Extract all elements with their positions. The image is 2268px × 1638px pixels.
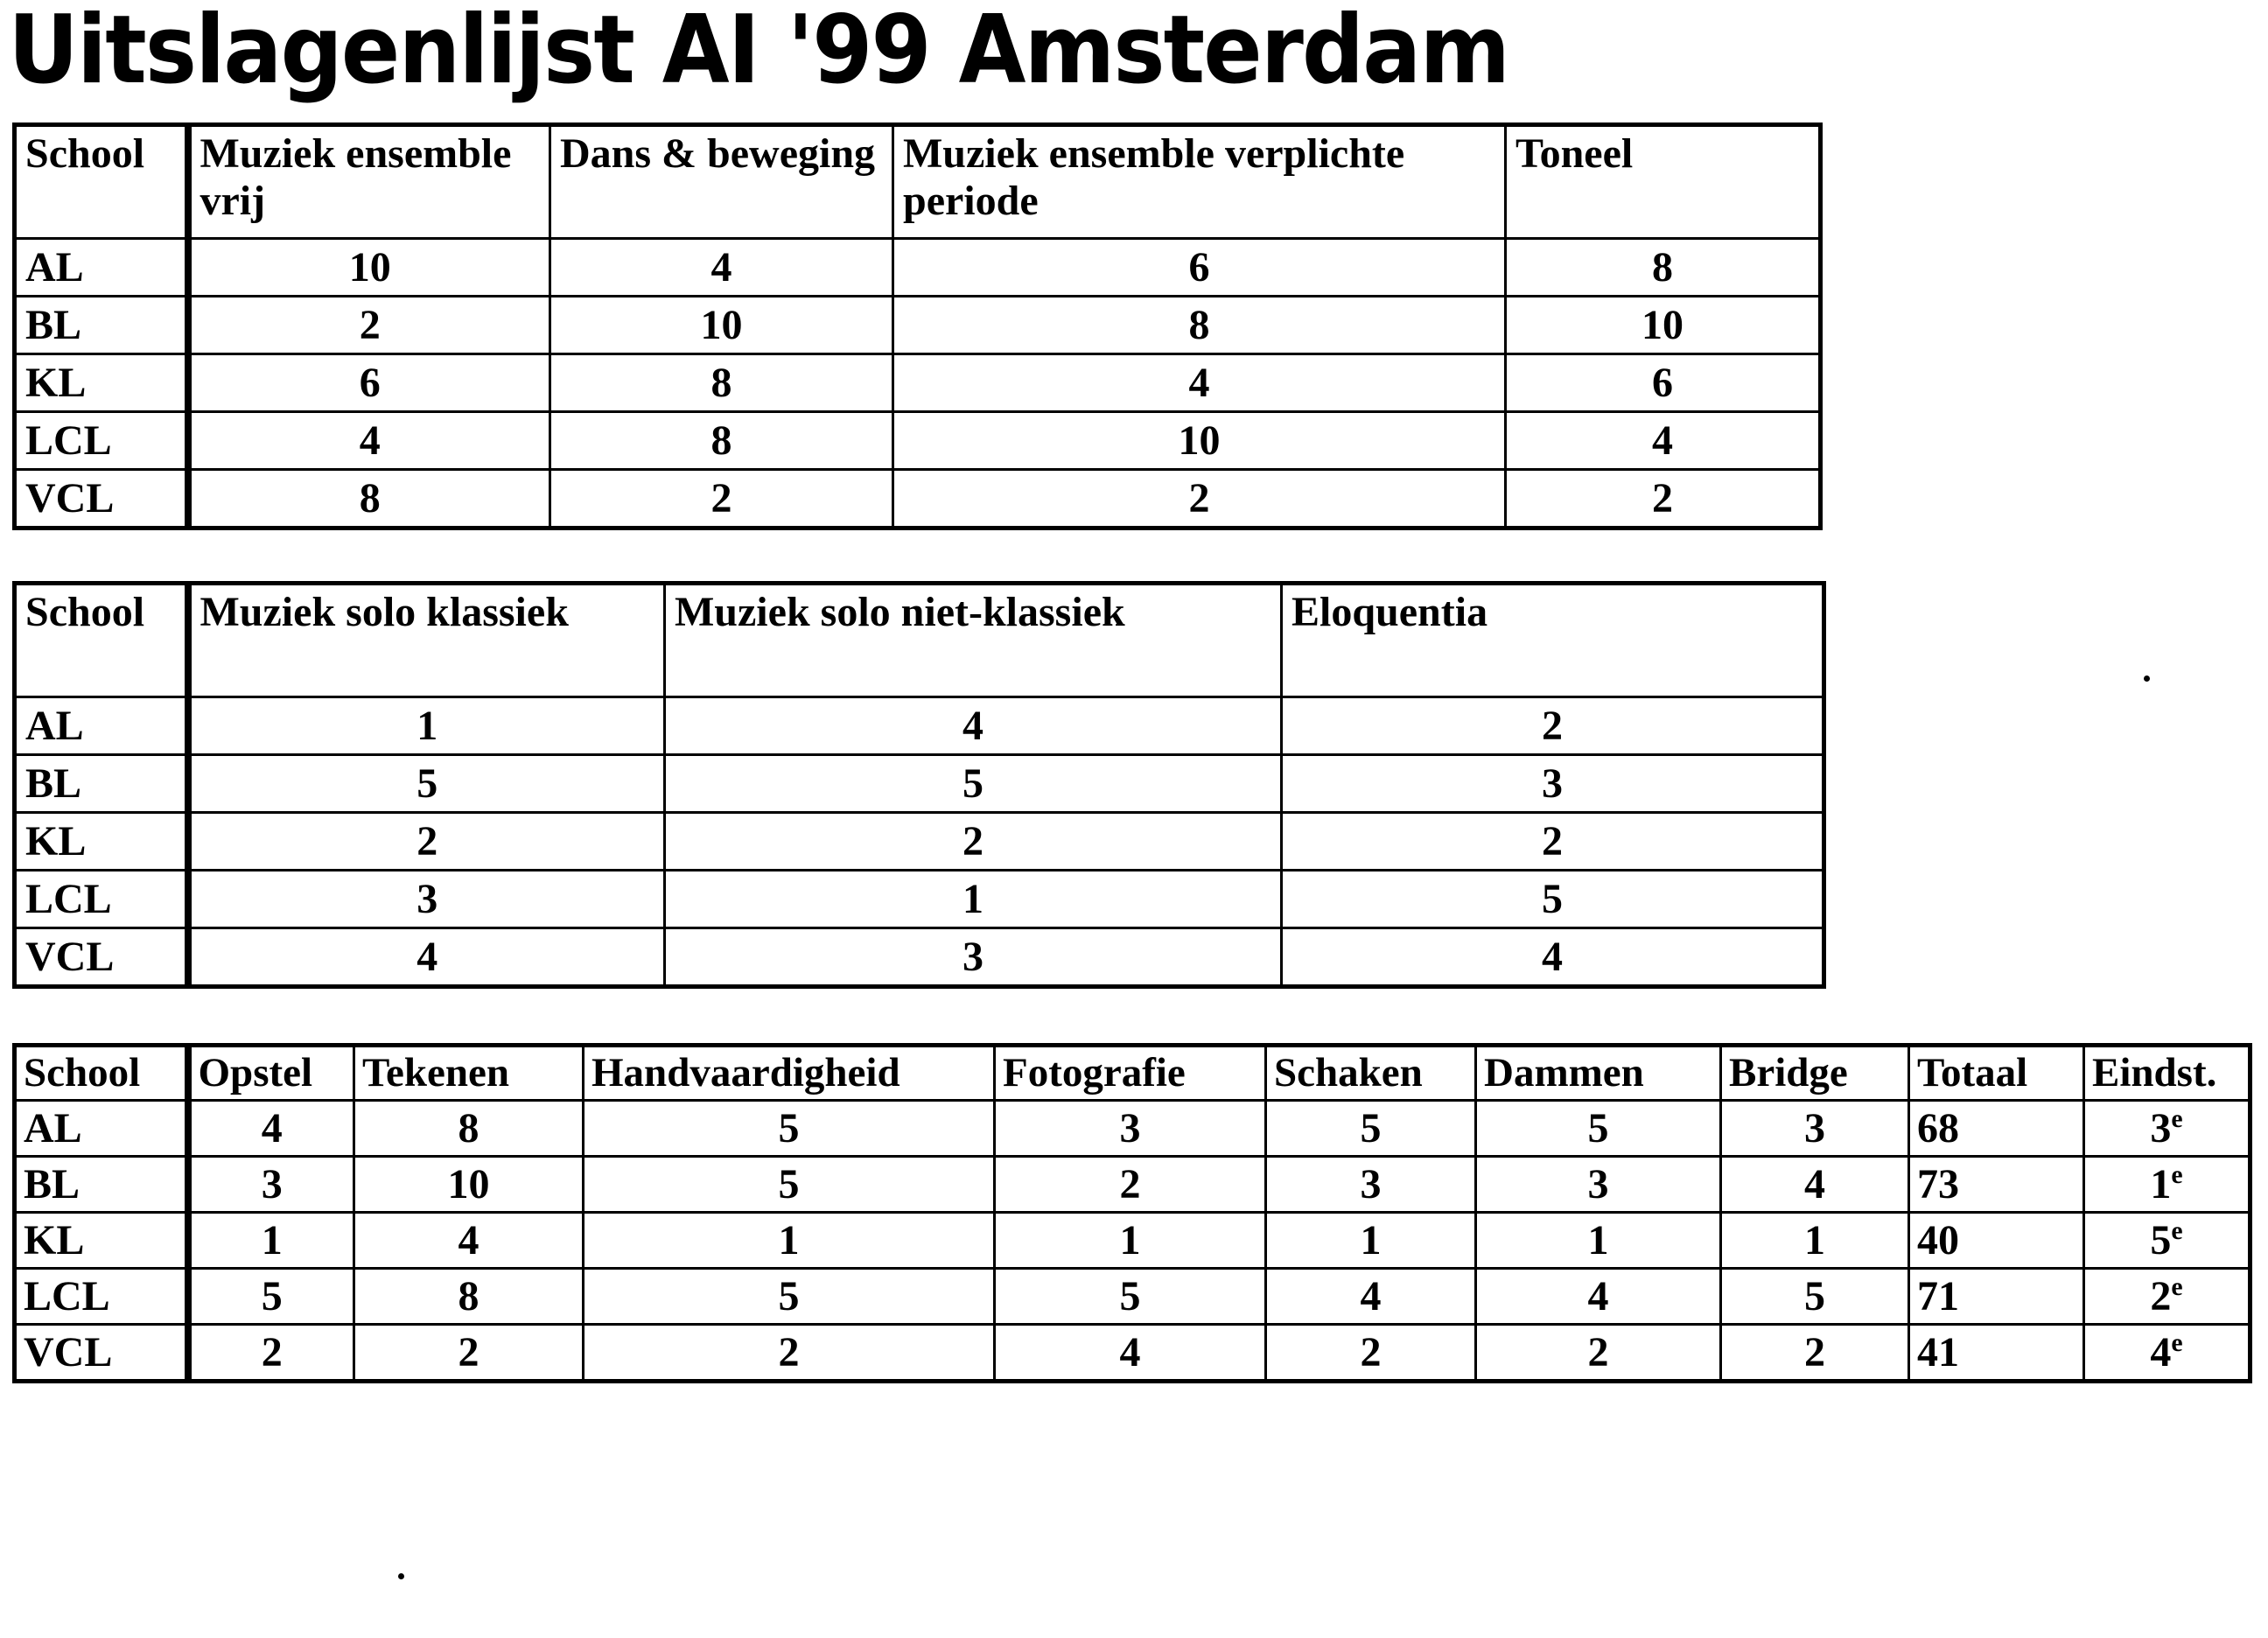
cell-value: 5 — [188, 755, 665, 813]
table-row — [15, 755, 1824, 813]
table-header-row — [15, 125, 1821, 239]
scan-artifact-dot — [2144, 676, 2150, 682]
row-school-KL: KL — [15, 1212, 188, 1268]
table-row — [15, 239, 1821, 297]
row-school-AL: AL — [15, 239, 188, 297]
cell-value: 3 — [188, 871, 665, 928]
cell-value: 1 — [1266, 1212, 1476, 1268]
cell-value: 1 — [1476, 1212, 1721, 1268]
table-row — [15, 697, 1824, 755]
cell-value: 8 — [354, 1100, 584, 1156]
cell-rank — [2084, 1100, 2250, 1156]
cell-value: 3 — [1721, 1100, 1909, 1156]
cell-value: 4 — [1476, 1268, 1721, 1324]
cell-value: 2 — [1282, 813, 1824, 871]
page-title: Uitslagenlijst AI '99 Amsterdam — [8, 0, 1509, 105]
column-header-opstel: Opstel — [188, 1046, 354, 1101]
rank-suffix: e — [2171, 1159, 2183, 1189]
table-row — [15, 412, 1821, 470]
cell-value: 5 — [665, 755, 1282, 813]
cell-value: 5 — [995, 1268, 1266, 1324]
cell-value: 8 — [893, 297, 1506, 354]
cell-total: 73 — [1909, 1156, 2084, 1212]
cell-value: 5 — [584, 1156, 995, 1212]
cell-total: 40 — [1909, 1212, 2084, 1268]
row-school-AL: AL — [15, 1100, 188, 1156]
column-header-totaal: Totaal — [1909, 1046, 2084, 1101]
table-row — [15, 1100, 2250, 1156]
rank-value: 3 — [2150, 1104, 2172, 1152]
table-row — [15, 297, 1821, 354]
cell-value: 4 — [354, 1212, 584, 1268]
cell-total: 41 — [1909, 1324, 2084, 1381]
cell-value: 5 — [1282, 871, 1824, 928]
column-header-dans-beweging: Dans & beweging — [550, 125, 893, 239]
cell-value: 10 — [188, 239, 550, 297]
cell-value: 2 — [665, 813, 1282, 871]
cell-rank — [2084, 1324, 2250, 1381]
row-school-KL: KL — [15, 354, 188, 412]
cell-value: 4 — [1506, 412, 1821, 470]
column-header-bridge: Bridge — [1721, 1046, 1909, 1101]
results-table-overall — [12, 1043, 2252, 1383]
table-header-row — [15, 1046, 2250, 1101]
rank-suffix: e — [2171, 1103, 2183, 1133]
cell-value: 4 — [1721, 1156, 1909, 1212]
cell-value: 6 — [188, 354, 550, 412]
column-header-muziek-ensemble-vrij: Muziek ensemble vrij — [188, 125, 550, 239]
table-row — [15, 354, 1821, 412]
cell-value: 2 — [1476, 1324, 1721, 1381]
rank-value: 2 — [2150, 1272, 2172, 1320]
rank-value: 4 — [2150, 1328, 2172, 1376]
column-header-muziek-solo-klassiek: Muziek solo klassiek — [188, 584, 665, 697]
table-row — [15, 871, 1824, 928]
rank-suffix: e — [2171, 1327, 2183, 1357]
cell-value: 5 — [584, 1100, 995, 1156]
cell-value: 2 — [188, 813, 665, 871]
cell-value: 2 — [584, 1324, 995, 1381]
cell-total: 68 — [1909, 1100, 2084, 1156]
row-school-VCL: VCL — [15, 1324, 188, 1381]
cell-value: 4 — [893, 354, 1506, 412]
cell-value: 2 — [1506, 470, 1821, 528]
cell-value: 3 — [1476, 1156, 1721, 1212]
row-school-VCL: VCL — [15, 928, 188, 987]
cell-value: 6 — [1506, 354, 1821, 412]
results-table-ensemble — [12, 122, 1823, 530]
cell-value: 5 — [584, 1268, 995, 1324]
cell-value: 4 — [188, 928, 665, 987]
cell-value: 4 — [1282, 928, 1824, 987]
cell-value: 4 — [188, 412, 550, 470]
table-row — [15, 928, 1824, 987]
cell-value: 4 — [188, 1100, 354, 1156]
cell-value: 8 — [550, 354, 893, 412]
column-header-fotografie: Fotografie — [995, 1046, 1266, 1101]
column-header-handvaardigheid: Handvaardigheid — [584, 1046, 995, 1101]
cell-value: 5 — [1721, 1268, 1909, 1324]
column-header-toneel: Toneel — [1506, 125, 1821, 239]
cell-value: 1 — [995, 1212, 1266, 1268]
cell-value: 2 — [1282, 697, 1824, 755]
cell-value: 3 — [1282, 755, 1824, 813]
cell-value: 10 — [1506, 297, 1821, 354]
scan-artifact-dot — [398, 1573, 404, 1579]
cell-value: 2 — [893, 470, 1506, 528]
cell-rank — [2084, 1156, 2250, 1212]
cell-value: 2 — [550, 470, 893, 528]
column-header-school: School — [15, 1046, 188, 1101]
table-row — [15, 470, 1821, 528]
cell-value: 5 — [188, 1268, 354, 1324]
cell-value: 4 — [550, 239, 893, 297]
column-header-eindstand: Eindst. — [2084, 1046, 2250, 1101]
cell-value: 3 — [1266, 1156, 1476, 1212]
cell-value: 1 — [584, 1212, 995, 1268]
cell-value: 3 — [188, 1156, 354, 1212]
row-school-BL: BL — [15, 297, 188, 354]
cell-value: 5 — [1476, 1100, 1721, 1156]
row-school-VCL: VCL — [15, 470, 188, 528]
cell-value: 3 — [665, 928, 1282, 987]
rank-value: 1 — [2150, 1160, 2172, 1208]
table-1-wrapper — [0, 122, 2268, 530]
row-school-BL: BL — [15, 1156, 188, 1212]
column-header-school: School — [15, 125, 188, 239]
cell-value: 2 — [188, 1324, 354, 1381]
results-table-solo — [12, 581, 1826, 989]
table-row — [15, 813, 1824, 871]
cell-rank — [2084, 1268, 2250, 1324]
cell-value: 8 — [550, 412, 893, 470]
cell-value: 3 — [995, 1100, 1266, 1156]
rank-suffix: e — [2171, 1271, 2183, 1301]
cell-value: 2 — [995, 1156, 1266, 1212]
table-3-wrapper — [0, 1043, 2268, 1383]
cell-value: 6 — [893, 239, 1506, 297]
cell-value: 10 — [550, 297, 893, 354]
row-school-BL: BL — [15, 755, 188, 813]
cell-value: 2 — [354, 1324, 584, 1381]
table-row — [15, 1156, 2250, 1212]
table-header-row — [15, 584, 1824, 697]
cell-value: 1 — [188, 1212, 354, 1268]
row-school-KL: KL — [15, 813, 188, 871]
column-header-muziek-ensemble-verplichte-periode: Muziek ensemble verplichte periode — [893, 125, 1506, 239]
cell-value: 8 — [354, 1268, 584, 1324]
column-header-eloquentia: Eloquentia — [1282, 584, 1824, 697]
rank-value: 5 — [2150, 1216, 2172, 1264]
cell-value: 1 — [665, 871, 1282, 928]
table-row — [15, 1212, 2250, 1268]
table-row — [15, 1324, 2250, 1381]
row-school-LCL: LCL — [15, 1268, 188, 1324]
cell-value: 8 — [1506, 239, 1821, 297]
cell-value: 1 — [188, 697, 665, 755]
cell-value: 10 — [893, 412, 1506, 470]
cell-value: 4 — [1266, 1268, 1476, 1324]
column-header-school: School — [15, 584, 188, 697]
cell-value: 8 — [188, 470, 550, 528]
row-school-LCL: LCL — [15, 871, 188, 928]
table-2-wrapper — [0, 581, 2268, 989]
cell-value: 10 — [354, 1156, 584, 1212]
cell-value: 5 — [1266, 1100, 1476, 1156]
table-row — [15, 1268, 2250, 1324]
cell-value: 4 — [995, 1324, 1266, 1381]
cell-value: 4 — [665, 697, 1282, 755]
cell-value: 1 — [1721, 1212, 1909, 1268]
rank-suffix: e — [2171, 1215, 2183, 1245]
cell-rank — [2084, 1212, 2250, 1268]
column-header-tekenen: Tekenen — [354, 1046, 584, 1101]
column-header-schaken: Schaken — [1266, 1046, 1476, 1101]
cell-value: 2 — [1721, 1324, 1909, 1381]
column-header-muziek-solo-niet-klassiek: Muziek solo niet-klassiek — [665, 584, 1282, 697]
column-header-dammen: Dammen — [1476, 1046, 1721, 1101]
cell-value: 2 — [1266, 1324, 1476, 1381]
cell-value: 2 — [188, 297, 550, 354]
row-school-LCL: LCL — [15, 412, 188, 470]
row-school-AL: AL — [15, 697, 188, 755]
cell-total: 71 — [1909, 1268, 2084, 1324]
